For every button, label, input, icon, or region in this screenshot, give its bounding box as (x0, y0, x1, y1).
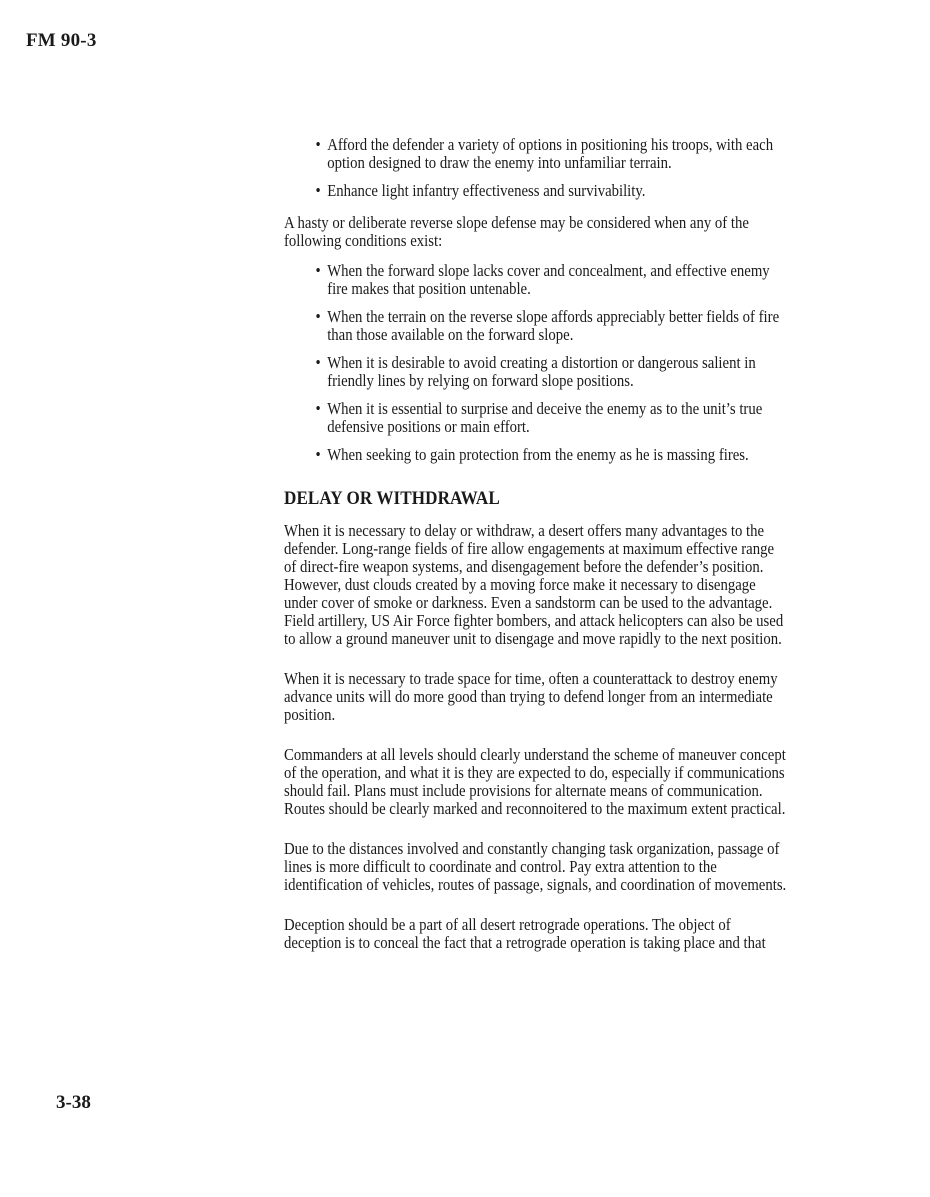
paragraph: Due to the distances involved and constantly changing task organization, passage of lines is more difficult to coordinate and control. Pay extra attention to the identification of vehicles, routes of passage, signals, and coordination of movements. (284, 839, 787, 894)
list-item: • When the terrain on the reverse slope affords appreciably better fields of fire than those available on the forward slope. (315, 307, 780, 344)
bullet-text: Afford the defender a variety of options in positioning his troops, with each option designed to draw the enemy into unfamiliar terrain. (327, 135, 774, 172)
paragraph: When it is necessary to delay or withdraw, a desert offers many advantages to the defender. Long-range fields of fire allow engagements at maximum effective range of direct-fire weapon systems, and disengagement before the defender’s position. However, dust clouds created by a moving force make it necessary to disengage under cover of smoke or darkness. Even a sandstorm can be used to the advantage. Field artillery, US Air Force fighter bombers, and attack helicopters can also be used to allow a ground maneuver unit to disengage and move rapidly to the next position. (284, 521, 784, 648)
bullet-text: When it is essential to surprise and deceive the enemy as to the unit’s true defensive positions or main effort. (327, 399, 763, 436)
paragraph: Deception should be a part of all desert retrograde operations. The object of deception is to conceal the fact that a retrograde operation is taking place and that (284, 915, 766, 952)
list-item: • When seeking to gain protection from the enemy as he is massing fires. (315, 445, 749, 464)
bullet-text: When it is desirable to avoid creating a distortion or dangerous salient in friendly lines by relying on forward slope positions. (327, 353, 756, 390)
list-item: • When it is desirable to avoid creating a distortion or dangerous salient in friendly lines by relying on forward slope positions. (315, 353, 756, 390)
conditions-intro: A hasty or deliberate reverse slope defense may be considered when any of the following conditions exist: (284, 213, 749, 250)
paragraph: When it is necessary to trade space for time, often a counterattack to destroy enemy advance units will do more good than trying to defend longer from an intermediate position. (284, 669, 778, 724)
page-body (284, 136, 788, 952)
paragraph: Commanders at all levels should clearly understand the scheme of maneuver concept of the operation, and what it is they are expected to do, especially if communications should fail. Plans must include provisions for alternate means of communication. Routes should be clearly marked and reconnoitered to the maximum extent practical. (284, 745, 786, 818)
list-item: • Enhance light infantry effectiveness and survivability. (315, 181, 646, 200)
bullet-text: When seeking to gain protection from the enemy as he is massing fires. (327, 445, 749, 464)
bullet-text: Enhance light infantry effectiveness and survivability. (327, 181, 646, 200)
list-item: • When it is essential to surprise and deceive the enemy as to the unit’s true defensive positions or main effort. (315, 399, 763, 436)
bullet-text: When the terrain on the reverse slope affords appreciably better fields of fire than those available on the forward slope. (327, 307, 780, 344)
document-id-header: FM 90-3 (26, 30, 97, 51)
list-item: • Afford the defender a variety of options in positioning his troops, with each option designed to draw the enemy into unfamiliar terrain. (315, 135, 774, 172)
conditions-bullet-list (284, 262, 788, 464)
page-number-footer: 3-38 (56, 1092, 91, 1113)
benefits-bullet-list (284, 136, 788, 200)
list-item: • When the forward slope lacks cover and concealment, and effective enemy fire makes that position untenable. (315, 261, 770, 298)
bullet-text: When the forward slope lacks cover and concealment, and effective enemy fire makes that position untenable. (327, 261, 770, 298)
section-heading: DELAY OR WITHDRAWAL (284, 488, 500, 509)
